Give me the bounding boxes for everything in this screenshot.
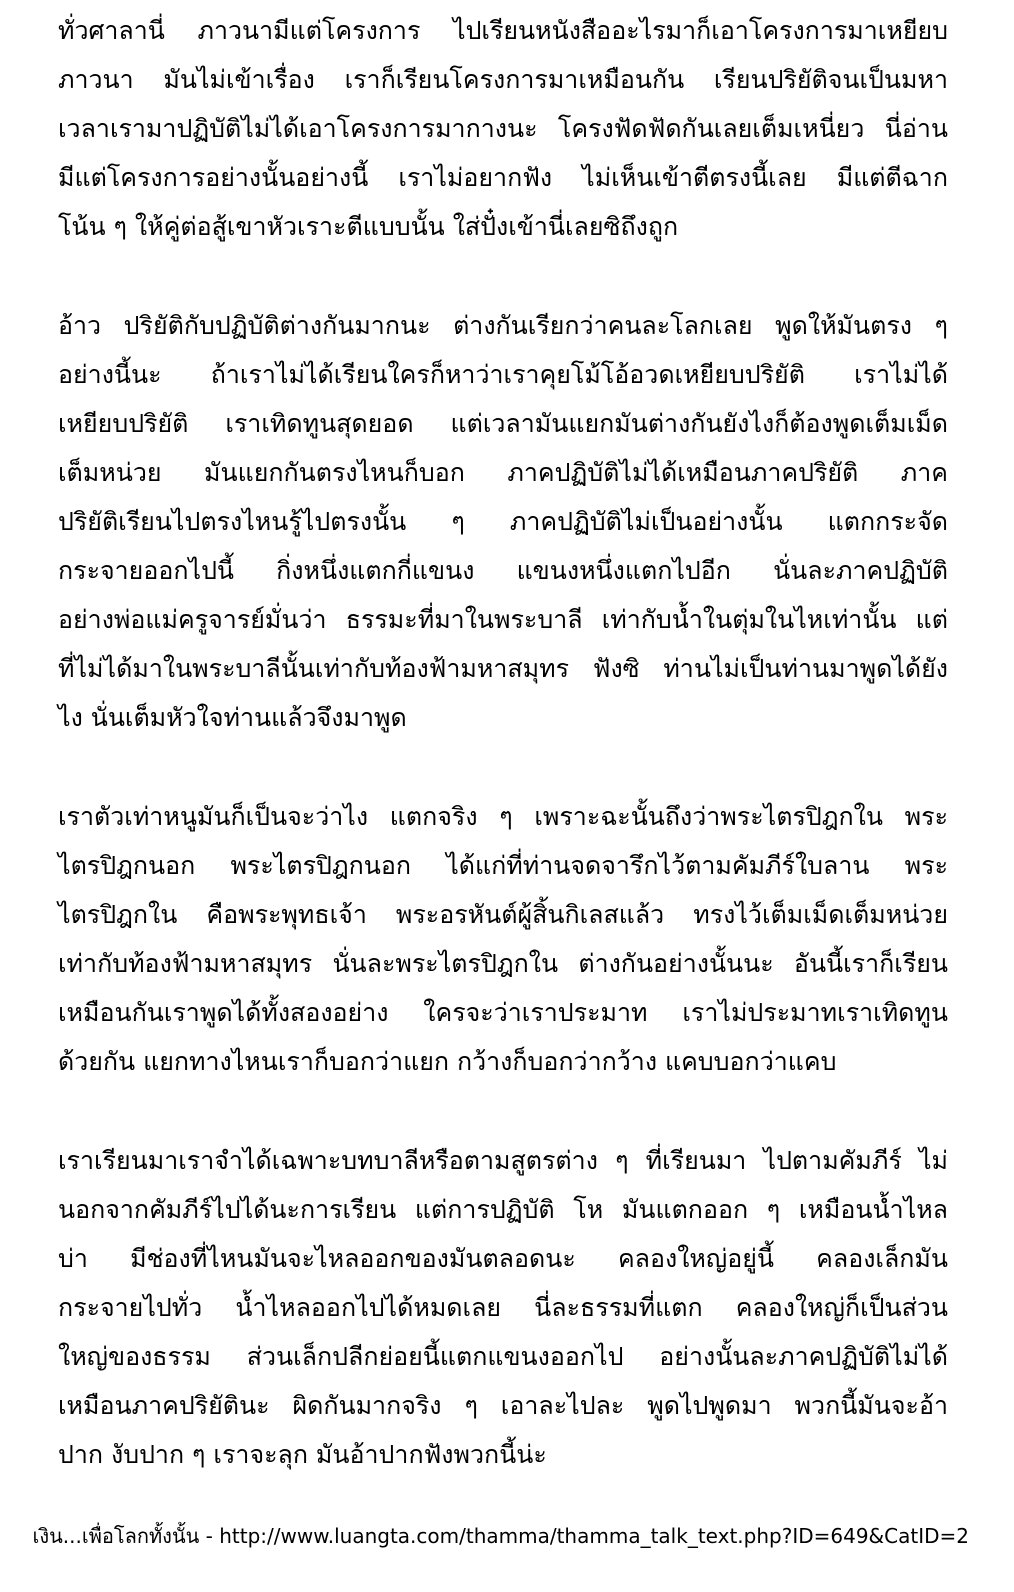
text-line: ไง นั่นเต็มหัวใจท่านแล้วจึงมาพูด (58, 703, 407, 732)
text-line: ไตรปิฎกใน คือพระพุทธเจ้า พระอรหันต์ผู้สิ้นกิเลสแล้ว ทรงไว้เต็มเม็ดเต็มหน่วย (58, 900, 948, 929)
text-line: นอกจากคัมภีร์ไปได้นะการเรียน แต่การปฏิบัติ โห มันแตกออก ๆ เหมือนน้ำไหล (58, 1195, 948, 1224)
text-line: ทั่วศาลานี่ ภาวนามีแต่โครงการ ไปเรียนหนังสืออะไรมาก็เอาโครงการมาเหยียบ (58, 16, 948, 45)
document-body (58, 6, 948, 1529)
text-line: ที่ไม่ได้มาในพระบาลีนั้นเท่ากับท้องฟ้ามหาสมุทร ฟังซิ ท่านไม่เป็นท่านมาพูดได้ยัง (58, 654, 948, 683)
text-line: โน้น ๆ ให้คู่ต่อสู้เขาหัวเราะตีแบบนั้น ใส่ปั๋งเข้านี่เลยซิถึงถูก (58, 212, 679, 241)
text-line: เราตัวเท่าหนูมันก็เป็นจะว่าไง แตกจริง ๆ เพราะฉะนั้นถึงว่าพระไตรปิฎกใน พระ (58, 802, 948, 831)
text-line: อย่างพ่อแม่ครูจารย์มั่นว่า ธรรมะที่มาในพระบาลี เท่ากับน้ำในตุ่มในไหเท่านั้น แต่ (58, 605, 948, 634)
text-line: เหมือนภาคปริยัตินะ ผิดกันมากจริง ๆ เอาละไปละ พูดไปพูดมา พวกนี้มันจะอ้า (58, 1391, 948, 1420)
text-line: เวลาเรามาปฏิบัติไม่ได้เอาโครงการมากางนะ โครงฟัดฟัดกันเลยเต็มเหนี่ยว นี่อ่าน (58, 114, 948, 143)
text-line: เหยียบปริยัติ เราเทิดทูนสุดยอด แต่เวลามันแยกมันต่างกันยังไงก็ต้องพูดเต็มเม็ด (58, 409, 948, 438)
paragraph-3 (58, 792, 948, 1086)
text-line: กระจายไปทั่ว น้ำไหลออกไปได้หมดเลย นี่ละธรรมที่แตก คลองใหญ่ก็เป็นส่วน (58, 1293, 948, 1322)
paragraph-4 (58, 1136, 948, 1479)
text-line: กระจายออกไปนี้ กิ่งหนึ่งแตกกี่แขนง แขนงหนึ่งแตกไปอีก นั่นละภาคปฏิบัติ (58, 556, 948, 585)
text-line: มีแต่โครงการอย่างนั้นอย่างนี้ เราไม่อยากฟัง ไม่เห็นเข้าตีตรงนี้เลย มีแต่ตีฉาก (58, 163, 948, 192)
text-line: ปาก งับปาก ๆ เราจะลุก มันอ้าปากฟังพวกนี้น่ะ (58, 1440, 547, 1469)
text-line: ใหญ่ของธรรม ส่วนเล็กปลีกย่อยนี้แตกแขนงออกไป อย่างนั้นละภาคปฏิบัติไม่ได้ (58, 1342, 948, 1371)
text-line: ด้วยกัน แยกทางไหนเราก็บอกว่าแยก กว้างก็บอกว่ากว้าง แคบบอกว่าแคบ (58, 1047, 837, 1076)
paragraph-2 (58, 301, 948, 742)
text-line: ปริยัติเรียนไปตรงไหนรู้ไปตรงนั้น ๆ ภาคปฏิบัติไม่เป็นอย่างนั้น แตกกระจัด (58, 507, 948, 536)
text-line: อ้าว ปริยัติกับปฏิบัติต่างกันมากนะ ต่างกันเรียกว่าคนละโลกเลย พูดให้มันตรง ๆ (58, 311, 948, 340)
text-line: อย่างนี้นะ ถ้าเราไม่ได้เรียนใครก็หาว่าเราคุยโม้โอ้อวดเหยียบปริยัติ เราไม่ได้ (58, 360, 948, 389)
page-footer-source: เงิน...เพื่อโลกทั้งนั้น - http://www.luangta.com/thamma/thamma_talk_text.php?ID=649&CatID=2 (32, 1524, 969, 1548)
text-line: ไตรปิฎกนอก พระไตรปิฎกนอก ได้แก่ที่ท่านจดจารึกไว้ตามคัมภีร์ใบลาน พระ (58, 851, 948, 880)
paragraph-1 (58, 6, 948, 251)
text-line: บ่า มีช่องที่ไหนมันจะไหลออกของมันตลอดนะ คลองใหญ่อยู่นี้ คลองเล็กมัน (58, 1244, 948, 1273)
text-line: เต็มหน่วย มันแยกกันตรงไหนก็บอก ภาคปฏิบัติไม่ได้เหมือนภาคปริยัติ ภาค (58, 458, 948, 487)
text-line: เหมือนกันเราพูดได้ทั้งสองอย่าง ใครจะว่าเราประมาท เราไม่ประมาทเราเทิดทูน (58, 998, 948, 1027)
text-line: ภาวนา มันไม่เข้าเรื่อง เราก็เรียนโครงการมาเหมือนกัน เรียนปริยัติจนเป็นมหา (58, 65, 948, 94)
text-line: เท่ากับท้องฟ้ามหาสมุทร นั่นละพระไตรปิฎกใน ต่างกันอย่างนั้นนะ อันนี้เราก็เรียน (58, 949, 948, 978)
text-line: เราเรียนมาเราจำได้เฉพาะบทบาลีหรือตามสูตรต่าง ๆ ที่เรียนมา ไปตามคัมภีร์ ไม่ (58, 1146, 948, 1175)
